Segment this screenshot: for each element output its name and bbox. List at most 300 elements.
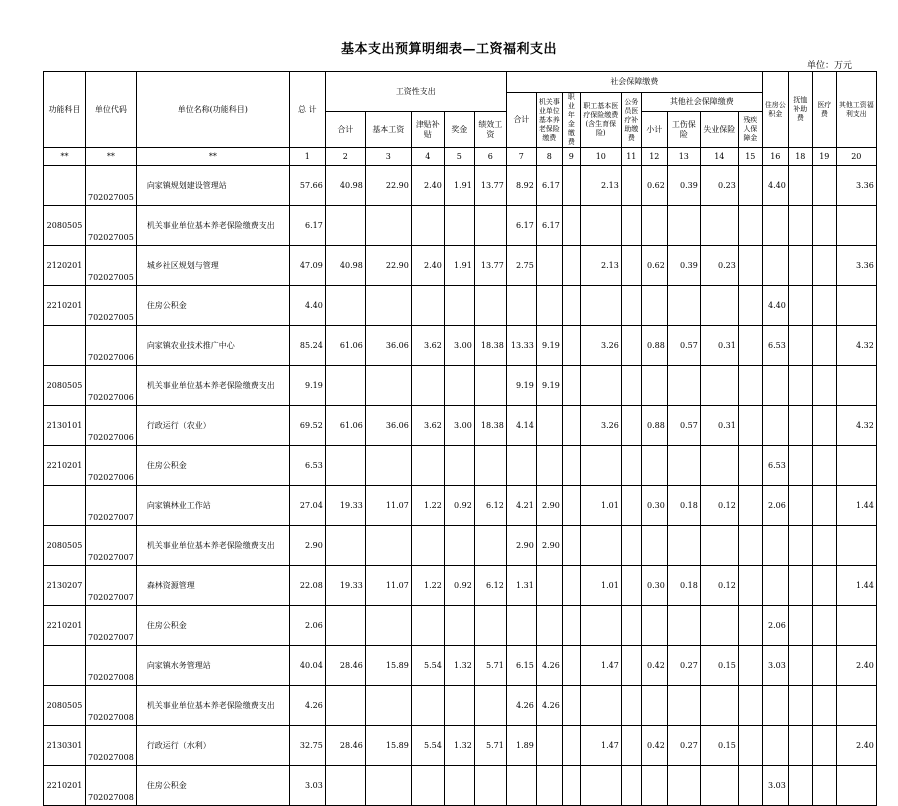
value-cell (411, 446, 444, 486)
value-cell: 3.03 (762, 766, 788, 806)
value-cell: 57.66 (289, 166, 325, 206)
value-cell (365, 366, 411, 406)
unit-name-cell: 机关事业单位基本养老保险缴费支出 (136, 206, 289, 246)
value-cell (325, 526, 365, 566)
value-cell (836, 446, 876, 486)
value-cell (762, 726, 788, 766)
value-cell (325, 286, 365, 326)
value-cell: 6.53 (289, 446, 325, 486)
value-cell (762, 366, 788, 406)
func-code-cell: 2080505 (44, 206, 86, 246)
unit-name-cell: 机关事业单位基本养老保险缴费支出 (136, 686, 289, 726)
value-cell: 6.53 (762, 446, 788, 486)
column-number: ** (136, 148, 289, 166)
value-cell: 2.40 (836, 646, 876, 686)
value-cell: 40.98 (325, 166, 365, 206)
value-cell: 13.77 (474, 246, 506, 286)
value-cell (738, 366, 762, 406)
value-cell: 0.42 (641, 726, 667, 766)
value-cell (562, 446, 580, 486)
table-row (44, 206, 877, 246)
value-cell (411, 366, 444, 406)
value-cell: 1.91 (444, 166, 474, 206)
value-cell (836, 286, 876, 326)
table-row (44, 286, 877, 326)
value-cell (836, 366, 876, 406)
value-cell: 3.36 (836, 246, 876, 286)
unit-name-cell: 机关事业单位基本养老保险缴费支出 (136, 526, 289, 566)
value-cell (641, 286, 667, 326)
value-cell: 1.44 (836, 486, 876, 526)
value-cell: 19.33 (325, 486, 365, 526)
value-cell (536, 286, 562, 326)
header-wage-group: 工资性支出 (325, 72, 506, 112)
value-cell (738, 446, 762, 486)
value-cell (474, 526, 506, 566)
value-cell: 0.15 (700, 726, 738, 766)
value-cell (411, 286, 444, 326)
value-cell (836, 526, 876, 566)
unit-name-cell: 向家镇农业技术推广中心 (136, 326, 289, 366)
value-cell (738, 406, 762, 446)
value-cell: 5.54 (411, 726, 444, 766)
value-cell (474, 766, 506, 806)
column-number: 6 (474, 148, 506, 166)
unit-code-cell: 702027007 (86, 606, 137, 646)
value-cell: 2.90 (536, 486, 562, 526)
value-cell (812, 486, 836, 526)
value-cell: 28.46 (325, 646, 365, 686)
column-number: 20 (836, 148, 876, 166)
value-cell: 11.07 (365, 566, 411, 606)
value-cell: 2.06 (762, 486, 788, 526)
value-cell (365, 206, 411, 246)
value-cell: 13.33 (506, 326, 536, 366)
value-cell: 0.62 (641, 166, 667, 206)
header-unit-name: 单位名称(功能科目) (136, 72, 289, 148)
func-code-cell: 2210201 (44, 446, 86, 486)
value-cell: 9.19 (289, 366, 325, 406)
func-code-cell: 2210201 (44, 606, 86, 646)
value-cell: 9.19 (506, 366, 536, 406)
value-cell (812, 326, 836, 366)
column-number: 19 (812, 148, 836, 166)
func-code-cell: 2120201 (44, 246, 86, 286)
value-cell: 2.90 (289, 526, 325, 566)
value-cell: 28.46 (325, 726, 365, 766)
value-cell: 3.26 (580, 406, 621, 446)
unit-name-cell: 向家镇规划建设管理站 (136, 166, 289, 206)
value-cell: 0.92 (444, 566, 474, 606)
value-cell: 3.00 (444, 406, 474, 446)
budget-table (43, 71, 877, 806)
unit-code-cell: 702027006 (86, 406, 137, 446)
value-cell: 3.03 (762, 646, 788, 686)
page-title: 基本支出预算明细表—工资福利支出 (340, 42, 557, 57)
header-other-social-subtotal: 小计 (641, 112, 667, 148)
header-social-civil-medical: 公务员医疗补助缴费 (621, 93, 641, 148)
value-cell (762, 246, 788, 286)
value-cell (667, 526, 700, 566)
value-cell (325, 606, 365, 646)
value-cell (836, 606, 876, 646)
value-cell (506, 286, 536, 326)
unit-code-cell: 702027005 (86, 286, 137, 326)
value-cell (562, 726, 580, 766)
header-social-total: 合计 (506, 93, 536, 148)
header-disability-fund: 残疾人保障金 (738, 112, 762, 148)
value-cell (621, 606, 641, 646)
value-cell: 11.07 (365, 486, 411, 526)
value-cell (762, 526, 788, 566)
unit-name-cell: 行政运行（水利） (136, 726, 289, 766)
value-cell: 22.90 (365, 166, 411, 206)
value-cell: 4.40 (762, 286, 788, 326)
header-wage-allowance: 津贴补贴 (411, 112, 444, 148)
value-cell (325, 686, 365, 726)
value-cell: 5.71 (474, 726, 506, 766)
value-cell (641, 606, 667, 646)
table-row (44, 406, 877, 446)
value-cell (444, 366, 474, 406)
table-row (44, 526, 877, 566)
value-cell (365, 606, 411, 646)
unit-code-cell: 702027008 (86, 726, 137, 766)
value-cell: 2.75 (506, 246, 536, 286)
unit-name-cell: 住房公积金 (136, 766, 289, 806)
table-row (44, 446, 877, 486)
value-cell (700, 206, 738, 246)
value-cell (788, 406, 812, 446)
column-number: 8 (536, 148, 562, 166)
value-cell: 0.39 (667, 166, 700, 206)
value-cell (812, 406, 836, 446)
func-code-cell: 2080505 (44, 686, 86, 726)
value-cell (580, 446, 621, 486)
value-cell (788, 366, 812, 406)
value-cell: 2.90 (536, 526, 562, 566)
func-code-cell: 2130101 (44, 406, 86, 446)
value-cell (738, 246, 762, 286)
value-cell (788, 686, 812, 726)
value-cell (836, 766, 876, 806)
value-cell (738, 766, 762, 806)
unit-code-cell: 702027008 (86, 766, 137, 806)
func-code-cell: 2130301 (44, 726, 86, 766)
value-cell: 47.09 (289, 246, 325, 286)
header-social-annuity: 职业年金缴费 (562, 93, 580, 148)
value-cell: 1.01 (580, 486, 621, 526)
value-cell: 2.40 (411, 166, 444, 206)
value-cell (812, 766, 836, 806)
value-cell: 85.24 (289, 326, 325, 366)
table-row (44, 606, 877, 646)
unit-name-cell: 城乡社区规划与管理 (136, 246, 289, 286)
value-cell (621, 646, 641, 686)
column-number: 3 (365, 148, 411, 166)
column-number: 1 (289, 148, 325, 166)
value-cell (444, 766, 474, 806)
table-header (44, 72, 877, 148)
header-pension-fee: 抚恤补助费 (788, 72, 812, 148)
value-cell: 40.98 (325, 246, 365, 286)
value-cell (788, 726, 812, 766)
value-cell: 1.89 (506, 726, 536, 766)
value-cell (667, 446, 700, 486)
unit-label: 单位：万元 (806, 61, 852, 71)
func-code-cell: 2080505 (44, 526, 86, 566)
value-cell (411, 766, 444, 806)
value-cell (812, 246, 836, 286)
value-cell: 1.47 (580, 646, 621, 686)
unit-code-cell: 702027007 (86, 526, 137, 566)
value-cell (580, 686, 621, 726)
unit-code-cell: 702027005 (86, 206, 137, 246)
value-cell: 15.89 (365, 726, 411, 766)
value-cell (738, 686, 762, 726)
value-cell: 6.17 (536, 206, 562, 246)
value-cell (836, 206, 876, 246)
value-cell (411, 686, 444, 726)
unit-code-cell: 702027006 (86, 366, 137, 406)
value-cell (812, 166, 836, 206)
value-cell: 4.40 (289, 286, 325, 326)
value-cell (365, 286, 411, 326)
unit-name-cell: 住房公积金 (136, 446, 289, 486)
header-social-pension: 机关事业单位基本养老保险缴费 (536, 93, 562, 148)
value-cell (738, 326, 762, 366)
value-cell (562, 606, 580, 646)
value-cell (621, 686, 641, 726)
value-cell: 4.21 (506, 486, 536, 526)
value-cell (562, 246, 580, 286)
value-cell (536, 406, 562, 446)
header-other-welfare: 其他工资福利支出 (836, 72, 876, 148)
value-cell: 15.89 (365, 646, 411, 686)
table-row (44, 766, 877, 806)
value-cell: 3.26 (580, 326, 621, 366)
value-cell (667, 286, 700, 326)
value-cell: 0.27 (667, 646, 700, 686)
value-cell (788, 286, 812, 326)
value-cell (621, 166, 641, 206)
value-cell (667, 206, 700, 246)
value-cell: 0.23 (700, 166, 738, 206)
value-cell: 13.77 (474, 166, 506, 206)
value-cell (562, 526, 580, 566)
value-cell: 4.26 (506, 686, 536, 726)
value-cell: 3.00 (444, 326, 474, 366)
value-cell (812, 566, 836, 606)
value-cell: 4.32 (836, 406, 876, 446)
value-cell (641, 526, 667, 566)
table-row (44, 326, 877, 366)
value-cell: 6.17 (289, 206, 325, 246)
value-cell: 0.12 (700, 566, 738, 606)
value-cell: 6.12 (474, 486, 506, 526)
unit-code-cell: 702027006 (86, 326, 137, 366)
value-cell: 0.15 (700, 646, 738, 686)
value-cell: 6.53 (762, 326, 788, 366)
value-cell: 2.40 (411, 246, 444, 286)
value-cell (788, 486, 812, 526)
value-cell (365, 526, 411, 566)
value-cell: 2.40 (836, 726, 876, 766)
value-cell: 1.22 (411, 566, 444, 606)
value-cell: 0.57 (667, 326, 700, 366)
header-social-group: 社会保障缴费 (506, 72, 762, 93)
value-cell: 0.12 (700, 486, 738, 526)
value-cell (641, 686, 667, 726)
value-cell: 36.06 (365, 326, 411, 366)
value-cell (621, 566, 641, 606)
value-cell: 9.19 (536, 326, 562, 366)
value-cell: 2.06 (289, 606, 325, 646)
value-cell (365, 446, 411, 486)
table-row (44, 566, 877, 606)
header-wage-bonus: 奖金 (444, 112, 474, 148)
value-cell (325, 766, 365, 806)
value-cell (621, 726, 641, 766)
column-number-row (44, 148, 877, 166)
value-cell (621, 206, 641, 246)
value-cell (562, 366, 580, 406)
table-row (44, 366, 877, 406)
value-cell: 0.18 (667, 566, 700, 606)
value-cell (536, 566, 562, 606)
value-cell (738, 206, 762, 246)
value-cell (325, 366, 365, 406)
value-cell (562, 286, 580, 326)
column-number: 4 (411, 148, 444, 166)
value-cell: 0.92 (444, 486, 474, 526)
value-cell (562, 566, 580, 606)
value-cell (444, 286, 474, 326)
value-cell (444, 206, 474, 246)
value-cell: 1.91 (444, 246, 474, 286)
value-cell: 69.52 (289, 406, 325, 446)
value-cell: 1.22 (411, 486, 444, 526)
value-cell (738, 606, 762, 646)
column-number: 18 (788, 148, 812, 166)
func-code-cell: 2080505 (44, 366, 86, 406)
header-func-code: 功能科目 (44, 72, 86, 148)
value-cell (411, 526, 444, 566)
unit-name-cell: 向家镇水务管理站 (136, 646, 289, 686)
value-cell (788, 446, 812, 486)
value-cell (580, 206, 621, 246)
value-cell (738, 526, 762, 566)
value-cell: 0.88 (641, 406, 667, 446)
value-cell: 3.03 (289, 766, 325, 806)
value-cell (621, 246, 641, 286)
value-cell (474, 606, 506, 646)
func-code-cell: 2130207 (44, 566, 86, 606)
value-cell (700, 686, 738, 726)
unit-code-cell: 702027007 (86, 486, 137, 526)
value-cell (738, 486, 762, 526)
value-cell (667, 606, 700, 646)
value-cell (562, 686, 580, 726)
column-number: 15 (738, 148, 762, 166)
value-cell (474, 286, 506, 326)
value-cell (536, 766, 562, 806)
column-number: 5 (444, 148, 474, 166)
value-cell (700, 446, 738, 486)
value-cell (621, 286, 641, 326)
column-number: 14 (700, 148, 738, 166)
value-cell: 0.57 (667, 406, 700, 446)
value-cell (444, 606, 474, 646)
table-row (44, 686, 877, 726)
value-cell: 2.13 (580, 166, 621, 206)
value-cell (621, 526, 641, 566)
header-unit-code: 单位代码 (86, 72, 137, 148)
value-cell (812, 446, 836, 486)
value-cell (667, 686, 700, 726)
value-cell: 2.13 (580, 246, 621, 286)
func-code-cell (44, 166, 86, 206)
value-cell (562, 166, 580, 206)
header-wage-basic: 基本工资 (365, 112, 411, 148)
unit-code-cell: 702027005 (86, 246, 137, 286)
value-cell (621, 486, 641, 526)
unit-name-cell: 机关事业单位基本养老保险缴费支出 (136, 366, 289, 406)
value-cell: 0.27 (667, 726, 700, 766)
value-cell (700, 286, 738, 326)
value-cell: 18.38 (474, 326, 506, 366)
header-total: 总 计 (289, 72, 325, 148)
value-cell: 4.26 (289, 686, 325, 726)
value-cell (580, 526, 621, 566)
value-cell: 2.90 (506, 526, 536, 566)
header-other-social-group: 其他社会保障缴费 (641, 93, 762, 112)
value-cell: 22.90 (365, 246, 411, 286)
value-cell (700, 766, 738, 806)
func-code-cell (44, 646, 86, 686)
value-cell (788, 526, 812, 566)
value-cell (641, 206, 667, 246)
value-cell (411, 206, 444, 246)
value-cell (762, 566, 788, 606)
value-cell (700, 606, 738, 646)
value-cell: 0.30 (641, 486, 667, 526)
value-cell (536, 726, 562, 766)
value-cell (700, 366, 738, 406)
value-cell (444, 526, 474, 566)
column-number: 7 (506, 148, 536, 166)
column-number: ** (44, 148, 86, 166)
header-unemployment-insurance: 失业保险 (700, 112, 738, 148)
value-cell: 6.17 (536, 166, 562, 206)
unit-code-cell: 702027006 (86, 446, 137, 486)
table-row (44, 726, 877, 766)
column-number: 11 (621, 148, 641, 166)
value-cell (812, 686, 836, 726)
value-cell (562, 326, 580, 366)
value-cell (580, 606, 621, 646)
value-cell: 6.17 (506, 206, 536, 246)
value-cell: 4.26 (536, 686, 562, 726)
value-cell (474, 206, 506, 246)
value-cell: 9.19 (536, 366, 562, 406)
value-cell (562, 406, 580, 446)
value-cell (562, 646, 580, 686)
value-cell (506, 446, 536, 486)
value-cell (562, 766, 580, 806)
value-cell (562, 206, 580, 246)
value-cell: 18.38 (474, 406, 506, 446)
